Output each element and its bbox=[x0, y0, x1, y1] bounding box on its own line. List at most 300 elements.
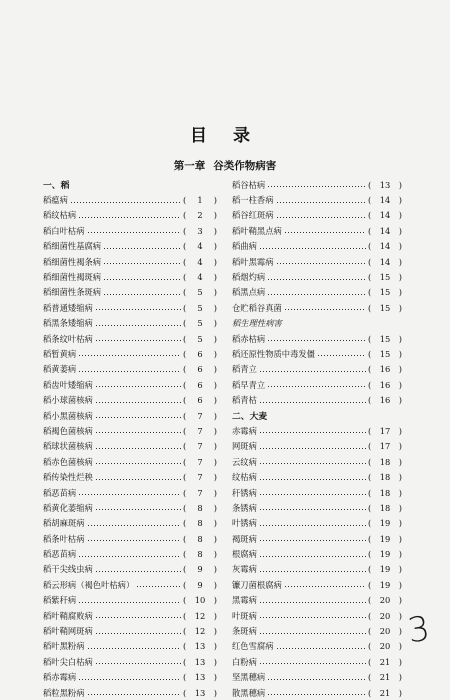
toc-entry[interactable] bbox=[43, 408, 217, 423]
toc-entry-label: 稻谷红斑病 bbox=[232, 210, 274, 221]
page-number-value: 13 bbox=[194, 687, 206, 698]
toc-page-number: ( 14 ) bbox=[368, 210, 402, 221]
toc-entry[interactable] bbox=[43, 316, 217, 331]
toc-entry[interactable] bbox=[232, 300, 402, 315]
toc-entry[interactable] bbox=[43, 300, 217, 315]
toc-page-number: ( 15 ) bbox=[368, 348, 402, 359]
page-number-value: 15 bbox=[379, 302, 391, 313]
toc-section-heading bbox=[43, 177, 217, 192]
toc-entry[interactable] bbox=[43, 239, 217, 254]
page-number-value: 18 bbox=[379, 502, 391, 513]
page-number-value: 7 bbox=[197, 410, 203, 421]
dot-leader bbox=[78, 601, 181, 604]
toc-entry-label: 稻普通矮缩病 bbox=[43, 302, 93, 313]
dot-leader bbox=[87, 524, 182, 527]
dot-leader bbox=[103, 262, 181, 265]
toc-entry-label: 稻云形病（褐色叶枯病） bbox=[43, 579, 135, 590]
toc-page-number: ( 7 ) bbox=[183, 425, 217, 436]
dot-leader bbox=[259, 662, 366, 665]
toc-entry-label: 稻褐色菌核病 bbox=[43, 425, 93, 436]
toc-entry[interactable] bbox=[43, 254, 217, 269]
toc-entry-label: 稻叶鞘黑点病 bbox=[232, 225, 282, 236]
toc-entry[interactable] bbox=[232, 208, 402, 223]
toc-page-number: ( 18 ) bbox=[368, 456, 402, 467]
toc-entry[interactable] bbox=[232, 223, 402, 238]
page-number-value: 12 bbox=[194, 610, 206, 621]
toc-entry-label: 稻叶黑粉病 bbox=[43, 641, 85, 652]
page-number-value: 20 bbox=[379, 626, 391, 637]
page-number-value: 14 bbox=[379, 256, 391, 267]
dot-leader bbox=[95, 401, 181, 404]
toc-entry[interactable] bbox=[232, 362, 402, 377]
dot-leader bbox=[259, 555, 366, 558]
toc-page-number: ( 3 ) bbox=[183, 225, 217, 236]
page-number-value: 5 bbox=[197, 287, 203, 298]
toc-entry-label: 纹枯病 bbox=[232, 472, 257, 483]
dot-leader bbox=[259, 524, 366, 527]
page-number-value: 20 bbox=[379, 610, 391, 621]
dot-leader bbox=[259, 539, 366, 542]
page-number-value: 7 bbox=[197, 472, 203, 483]
page-number-value: 7 bbox=[197, 441, 203, 452]
toc-page-number: ( 14 ) bbox=[368, 241, 402, 252]
toc-entry-label: 网斑病 bbox=[232, 441, 257, 452]
toc-entry[interactable] bbox=[232, 531, 402, 546]
dot-leader bbox=[259, 493, 366, 496]
dot-leader bbox=[259, 632, 366, 635]
dot-leader bbox=[259, 431, 366, 434]
toc-page-number: ( 20 ) bbox=[368, 641, 402, 652]
toc-entry[interactable] bbox=[43, 454, 217, 469]
toc-entry[interactable] bbox=[232, 500, 402, 515]
toc-entry-label: 稻赤霉病 bbox=[43, 672, 77, 683]
toc-entry[interactable] bbox=[232, 485, 402, 500]
page-number-value: 20 bbox=[379, 641, 391, 652]
toc-entry[interactable] bbox=[232, 623, 402, 638]
toc-page-number: ( 20 ) bbox=[368, 626, 402, 637]
toc-page-number: ( 7 ) bbox=[183, 410, 217, 421]
dot-leader bbox=[267, 339, 366, 342]
toc-entry[interactable] bbox=[232, 254, 402, 269]
toc-entry[interactable] bbox=[43, 423, 217, 438]
page-number-value: 7 bbox=[197, 425, 203, 436]
toc-entry-label: 稻暂黄病 bbox=[43, 348, 77, 359]
toc-entry-label: 稻黑点病 bbox=[232, 287, 266, 298]
toc-entry[interactable] bbox=[232, 177, 402, 192]
page-number-value: 16 bbox=[379, 395, 391, 406]
toc-entry-label: 一、稻 bbox=[43, 181, 70, 192]
toc-page-number: ( 12 ) bbox=[183, 610, 217, 621]
toc-entry[interactable] bbox=[43, 392, 217, 407]
toc-entry-label: 稻细菌性褐条病 bbox=[43, 256, 102, 267]
toc-page-number: ( 13 ) bbox=[368, 179, 402, 190]
dot-leader bbox=[259, 616, 366, 619]
toc-page-number: ( 6 ) bbox=[183, 364, 217, 375]
dot-leader bbox=[103, 293, 181, 296]
toc-entry-label: 叶斑病 bbox=[232, 610, 257, 621]
toc-entry[interactable] bbox=[43, 223, 217, 238]
toc-entry-label: 稻齿叶矮缩病 bbox=[43, 379, 93, 390]
toc-page-number: ( 14 ) bbox=[368, 225, 402, 236]
page-number-value: 8 bbox=[197, 533, 203, 544]
page-number-value: 10 bbox=[194, 595, 206, 606]
page-number-value: 3 bbox=[197, 225, 203, 236]
toc-entry-label: 稻黑条矮缩病 bbox=[43, 318, 93, 329]
toc-page-number: ( 6 ) bbox=[183, 395, 217, 406]
dot-leader bbox=[95, 616, 181, 619]
toc-entry-label: 稻烟灼病 bbox=[232, 272, 266, 283]
toc-entry[interactable] bbox=[232, 608, 402, 623]
dot-leader bbox=[136, 585, 181, 588]
dot-leader bbox=[267, 185, 366, 188]
page-number-value: 14 bbox=[379, 241, 391, 252]
toc-entry-label: 稻早青立 bbox=[232, 379, 266, 390]
toc-entry-label: 稻细菌性条斑病 bbox=[43, 287, 102, 298]
dot-leader bbox=[87, 231, 182, 234]
page-number-value: 15 bbox=[379, 348, 391, 359]
toc-entry[interactable] bbox=[43, 685, 217, 700]
page-number-value: 18 bbox=[379, 456, 391, 467]
dot-leader bbox=[267, 293, 366, 296]
toc-entry[interactable] bbox=[43, 485, 217, 500]
toc-page-number: ( 18 ) bbox=[368, 472, 402, 483]
toc-page-number: ( 21 ) bbox=[368, 656, 402, 667]
toc-entry[interactable] bbox=[232, 423, 402, 438]
toc-page-number: ( 15 ) bbox=[368, 333, 402, 344]
toc-page-number: ( 19 ) bbox=[368, 579, 402, 590]
toc-page-number: ( 4 ) bbox=[183, 256, 217, 267]
toc-entry-label: 褐斑病 bbox=[232, 533, 257, 544]
toc-entry[interactable] bbox=[232, 454, 402, 469]
dot-leader bbox=[267, 278, 366, 281]
toc-entry-label: 散黑穗病 bbox=[232, 687, 266, 698]
toc-page-number: ( 12 ) bbox=[183, 626, 217, 637]
dot-leader bbox=[78, 354, 181, 357]
page-number-value: 8 bbox=[197, 518, 203, 529]
page-number-value: 4 bbox=[197, 241, 203, 252]
dot-leader bbox=[259, 508, 366, 511]
toc-page-number: ( 4 ) bbox=[183, 272, 217, 283]
dot-leader bbox=[78, 216, 181, 219]
toc-page-number: ( 6 ) bbox=[183, 348, 217, 359]
page-number-value: 2 bbox=[197, 210, 203, 221]
dot-leader bbox=[95, 385, 181, 388]
toc-page-number: ( 13 ) bbox=[183, 672, 217, 683]
toc-entry[interactable] bbox=[43, 208, 217, 223]
dot-leader bbox=[95, 447, 181, 450]
dot-leader bbox=[259, 601, 366, 604]
toc-page-number: ( 7 ) bbox=[183, 456, 217, 467]
toc-entry-label: 稻恶苗病 bbox=[43, 549, 77, 560]
toc-entry[interactable] bbox=[43, 285, 217, 300]
toc-page-number: ( 20 ) bbox=[368, 595, 402, 606]
toc-entry[interactable] bbox=[232, 346, 402, 361]
page-number-value: 6 bbox=[197, 395, 203, 406]
page-number-value: 18 bbox=[379, 472, 391, 483]
page-number-value: 16 bbox=[379, 364, 391, 375]
toc-entry[interactable] bbox=[43, 500, 217, 515]
toc-page-number: ( 15 ) bbox=[368, 302, 402, 313]
toc-entry-label: 稻谷枯病 bbox=[232, 179, 266, 190]
page-number-value: 19 bbox=[379, 533, 391, 544]
toc-page-number: ( 19 ) bbox=[368, 533, 402, 544]
handwritten-page-number: 3 bbox=[405, 608, 433, 652]
toc-entry-label: 稻叶黑霉病 bbox=[232, 256, 274, 267]
toc-entry-label: 稻一柱香病 bbox=[232, 195, 274, 206]
dot-leader bbox=[103, 278, 181, 281]
toc-entry-label: 红色雪腐病 bbox=[232, 641, 274, 652]
dot-leader bbox=[103, 247, 181, 250]
toc-page-number: ( 13 ) bbox=[183, 687, 217, 698]
toc-entry[interactable] bbox=[43, 546, 217, 561]
toc-page-number: ( 13 ) bbox=[183, 641, 217, 652]
page-number-value: 19 bbox=[379, 579, 391, 590]
dot-leader bbox=[95, 462, 181, 465]
toc-entry-label: 镰刀菌根腐病 bbox=[232, 579, 282, 590]
toc-entry[interactable] bbox=[232, 269, 402, 284]
toc-entry-label: 稻黄化萎缩病 bbox=[43, 502, 93, 513]
toc-page-number: ( 5 ) bbox=[183, 287, 217, 298]
toc-entry[interactable] bbox=[232, 577, 402, 592]
dot-leader bbox=[276, 216, 367, 219]
toc-entry-label: 二、大麦 bbox=[232, 412, 268, 423]
dot-leader bbox=[276, 647, 367, 650]
page-number-value: 14 bbox=[379, 225, 391, 236]
toc-page-number: ( 6 ) bbox=[183, 379, 217, 390]
toc-entry-label: 云纹病 bbox=[232, 456, 257, 467]
toc-page-number: ( 2 ) bbox=[183, 210, 217, 221]
toc-entry-label: 稻传染性烂秧 bbox=[43, 472, 93, 483]
toc-entry[interactable] bbox=[43, 562, 217, 577]
toc-entry-label: 稻紫秆病 bbox=[43, 595, 77, 606]
toc-page-number: ( 8 ) bbox=[183, 518, 217, 529]
dot-leader bbox=[95, 570, 181, 573]
toc-page-number: ( 4 ) bbox=[183, 241, 217, 252]
toc-page-number: ( 8 ) bbox=[183, 549, 217, 560]
dot-leader bbox=[284, 231, 366, 234]
dot-leader bbox=[78, 493, 181, 496]
toc-entry-label: 稻纹枯病 bbox=[43, 210, 77, 221]
toc-entry[interactable] bbox=[43, 670, 217, 685]
toc-entry[interactable] bbox=[43, 516, 217, 531]
page-number-value: 17 bbox=[379, 441, 391, 452]
toc-entry-label: 稻小黑菌核病 bbox=[43, 410, 93, 421]
page-number-value: 4 bbox=[197, 272, 203, 283]
toc-entry[interactable] bbox=[232, 685, 402, 700]
toc-entry[interactable] bbox=[232, 469, 402, 484]
toc-left-column bbox=[43, 177, 217, 700]
page-number-value: 5 bbox=[197, 333, 203, 344]
toc-entry[interactable] bbox=[43, 654, 217, 669]
dot-leader bbox=[78, 678, 181, 681]
page-number-value: 7 bbox=[197, 456, 203, 467]
page-number-value: 8 bbox=[197, 549, 203, 560]
dot-leader bbox=[78, 370, 181, 373]
page-number-value: 19 bbox=[379, 518, 391, 529]
toc-entry-label: 稻胡麻斑病 bbox=[43, 518, 85, 529]
toc-entry-label: 稻叶尖白枯病 bbox=[43, 656, 93, 667]
toc-page-number: ( 14 ) bbox=[368, 256, 402, 267]
page-number-value: 5 bbox=[197, 318, 203, 329]
toc-entry[interactable] bbox=[232, 562, 402, 577]
toc-entry[interactable] bbox=[43, 192, 217, 207]
page-number-value: 8 bbox=[197, 502, 203, 513]
page-number-value: 21 bbox=[379, 656, 391, 667]
toc-page-number: ( 8 ) bbox=[183, 533, 217, 544]
page-number-value: 19 bbox=[379, 549, 391, 560]
toc-entry[interactable] bbox=[232, 593, 402, 608]
page-number-value: 18 bbox=[379, 487, 391, 498]
toc-entry[interactable] bbox=[43, 439, 217, 454]
dot-leader bbox=[284, 585, 366, 588]
dot-leader bbox=[95, 416, 181, 419]
toc-entry-label: 条锈病 bbox=[232, 502, 257, 513]
toc-page-number: ( 7 ) bbox=[183, 487, 217, 498]
page-number-value: 21 bbox=[379, 672, 391, 683]
toc-entry[interactable] bbox=[43, 346, 217, 361]
toc-page-number: ( 14 ) bbox=[368, 195, 402, 206]
toc-page-number: ( 7 ) bbox=[183, 441, 217, 452]
toc-entry[interactable] bbox=[43, 469, 217, 484]
contents-title: 目 录 bbox=[190, 126, 260, 146]
toc-page-number: ( 8 ) bbox=[183, 502, 217, 513]
toc-page-number: ( 5 ) bbox=[183, 318, 217, 329]
dot-leader bbox=[267, 693, 366, 696]
page-number-value: 6 bbox=[197, 364, 203, 375]
toc-page-number: ( 10 ) bbox=[183, 595, 217, 606]
toc-page-number: ( 16 ) bbox=[368, 379, 402, 390]
toc-entry-label: 稻干尖线虫病 bbox=[43, 564, 93, 575]
toc-entry[interactable] bbox=[232, 285, 402, 300]
toc-entry[interactable] bbox=[232, 439, 402, 454]
toc-entry-label: 稻细菌性褐斑病 bbox=[43, 272, 102, 283]
dot-leader bbox=[276, 201, 367, 204]
toc-entry-label: 稻青立 bbox=[232, 364, 257, 375]
page-number-value: 17 bbox=[379, 425, 391, 436]
dot-leader bbox=[95, 478, 181, 481]
toc-entry[interactable] bbox=[232, 192, 402, 207]
toc-entry[interactable] bbox=[43, 331, 217, 346]
chapter-title: 谷类作物病害 bbox=[213, 160, 277, 172]
toc-entry-label: 稻青枯 bbox=[232, 395, 257, 406]
toc-entry-label: 根腐病 bbox=[232, 549, 257, 560]
page-number-value: 9 bbox=[197, 579, 203, 590]
toc-entry[interactable] bbox=[232, 516, 402, 531]
toc-entry-label: 赤霉病 bbox=[232, 425, 257, 436]
page-number-value: 9 bbox=[197, 564, 203, 575]
dot-leader bbox=[317, 354, 366, 357]
page-number-value: 16 bbox=[379, 379, 391, 390]
toc-entry-label: 稻白叶枯病 bbox=[43, 225, 85, 236]
toc-page-number: ( 9 ) bbox=[183, 564, 217, 575]
dot-leader bbox=[259, 478, 366, 481]
toc-page-number: ( 5 ) bbox=[183, 302, 217, 313]
toc-entry[interactable] bbox=[232, 670, 402, 685]
page-number-value: 7 bbox=[197, 487, 203, 498]
chapter-heading bbox=[0, 158, 450, 173]
dot-leader bbox=[284, 308, 366, 311]
toc-page-number: ( 18 ) bbox=[368, 487, 402, 498]
chapter-number: 第一章 bbox=[173, 160, 206, 172]
toc-entry-label: 稻赤枯病 bbox=[232, 333, 266, 344]
toc-page-number: ( 13 ) bbox=[183, 656, 217, 667]
toc-entry[interactable] bbox=[43, 577, 217, 592]
toc-entry-label: 稻生理性病害 bbox=[232, 318, 282, 329]
toc-entry[interactable] bbox=[43, 639, 217, 654]
toc-entry[interactable] bbox=[43, 269, 217, 284]
toc-page-number: ( 18 ) bbox=[368, 502, 402, 513]
toc-page-number: ( 15 ) bbox=[368, 287, 402, 298]
page-number-value: 13 bbox=[194, 672, 206, 683]
toc-entry-label: 稻赤色菌核病 bbox=[43, 456, 93, 467]
dot-leader bbox=[95, 324, 181, 327]
toc-entry-label: 黑霉病 bbox=[232, 595, 257, 606]
toc-entry[interactable] bbox=[232, 546, 402, 561]
toc-entry-label: 稻还原性物质中毒发僵 bbox=[232, 348, 315, 359]
toc-page-number: ( 19 ) bbox=[368, 549, 402, 560]
toc-entry-label: 稻球状菌核病 bbox=[43, 441, 93, 452]
dot-leader bbox=[95, 431, 181, 434]
dot-leader bbox=[95, 662, 181, 665]
toc-entry[interactable] bbox=[43, 362, 217, 377]
toc-entry[interactable] bbox=[232, 331, 402, 346]
toc-entry[interactable] bbox=[232, 654, 402, 669]
page-number-value: 6 bbox=[197, 379, 203, 390]
page-number-value: 5 bbox=[197, 302, 203, 313]
toc-entry-label: 条斑病 bbox=[232, 626, 257, 637]
toc-entry-label: 稻恶苗病 bbox=[43, 487, 77, 498]
dot-leader bbox=[87, 647, 182, 650]
toc-entry[interactable] bbox=[43, 593, 217, 608]
page-number-value: 15 bbox=[379, 287, 391, 298]
toc-entry-label: 稻条叶枯病 bbox=[43, 533, 85, 544]
toc-entry[interactable] bbox=[232, 392, 402, 407]
dot-leader bbox=[259, 401, 366, 404]
dot-leader bbox=[276, 262, 367, 265]
page-number-value: 21 bbox=[379, 687, 391, 698]
toc-page-number: ( 21 ) bbox=[368, 687, 402, 698]
dot-leader bbox=[259, 447, 366, 450]
toc-entry[interactable] bbox=[43, 623, 217, 638]
toc-entry[interactable] bbox=[43, 377, 217, 392]
toc-entry-label: 仓贮稻谷真菌 bbox=[232, 302, 282, 313]
toc-entry-label: 坚黑穗病 bbox=[232, 672, 266, 683]
toc-entry[interactable] bbox=[43, 531, 217, 546]
toc-entry-label: 稻黄萎病 bbox=[43, 364, 77, 375]
toc-page-number: ( 21 ) bbox=[368, 672, 402, 683]
toc-page-number: ( 20 ) bbox=[368, 610, 402, 621]
dot-leader bbox=[259, 247, 366, 250]
toc-entry[interactable] bbox=[232, 377, 402, 392]
page-number-value: 13 bbox=[194, 656, 206, 667]
toc-page-number: ( 17 ) bbox=[368, 425, 402, 436]
dot-leader bbox=[267, 678, 366, 681]
dot-leader bbox=[267, 385, 366, 388]
page-number-value: 6 bbox=[197, 348, 203, 359]
toc-entry[interactable] bbox=[232, 639, 402, 654]
page-number-value: 14 bbox=[379, 210, 391, 221]
toc-entry[interactable] bbox=[43, 608, 217, 623]
toc-entry-label: 稻粒黑粉病 bbox=[43, 687, 85, 698]
toc-section-heading bbox=[232, 408, 402, 423]
toc-entry[interactable] bbox=[232, 239, 402, 254]
toc-entry-label: 叶锈病 bbox=[232, 518, 257, 529]
dot-leader bbox=[259, 570, 366, 573]
toc-page-number: ( 7 ) bbox=[183, 472, 217, 483]
page-number-value: 13 bbox=[379, 179, 391, 190]
toc-page-number: ( 15 ) bbox=[368, 272, 402, 283]
page-number-value: 12 bbox=[194, 626, 206, 637]
